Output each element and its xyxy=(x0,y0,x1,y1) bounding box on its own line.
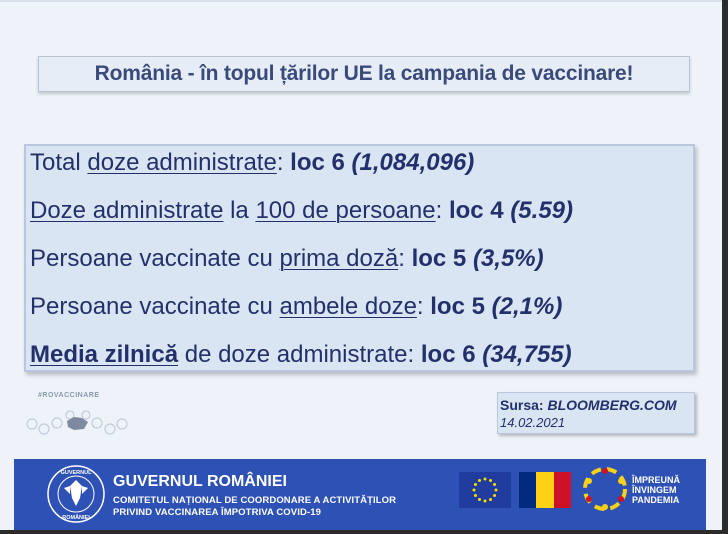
emblem-bottom-text: ROMÂNIEI xyxy=(62,515,90,521)
source-label: Sursa: xyxy=(500,397,548,413)
stat-underlined-text: 100 de persoane xyxy=(255,197,436,224)
stat-text: : xyxy=(276,149,291,176)
source-name: BLOOMBERG.COM xyxy=(547,397,677,413)
stat-underlined-text: Doze administrate xyxy=(30,197,224,224)
stat-text: : xyxy=(435,197,449,224)
stat-underlined-text: prima doză xyxy=(279,245,399,272)
eu-star-icon xyxy=(489,479,492,482)
stat-underlined-text: ambele doze xyxy=(279,293,417,320)
stat-text: Total xyxy=(30,149,88,176)
stat-text: : xyxy=(416,293,431,320)
gov-title: GUVERNUL ROMÂNIEI xyxy=(113,473,287,490)
stat-rank: loc 4 xyxy=(448,197,504,224)
stat-both-doses xyxy=(30,290,693,338)
stat-text: de doze administrate: xyxy=(178,341,421,368)
stats-panel xyxy=(24,144,695,372)
stat-text: Persoane vaccinate cu xyxy=(30,245,280,272)
stat-text: : xyxy=(398,245,412,272)
stat-value: (2,1%) xyxy=(491,293,563,320)
source-panel xyxy=(497,392,695,434)
stat-value: (3,5%) xyxy=(472,245,544,272)
stat-text: la xyxy=(223,197,256,224)
stat-underlined-text: doze administrate xyxy=(87,149,277,176)
stat-rank: loc 5 xyxy=(430,293,485,320)
eu-star-icon xyxy=(493,483,496,486)
stat-rank: loc 6 xyxy=(290,149,345,176)
together-text xyxy=(632,475,680,505)
eu-star-icon xyxy=(473,489,476,492)
stat-rank: loc 6 xyxy=(420,341,476,368)
eu-star-icon xyxy=(493,494,496,497)
eu-star-icon xyxy=(484,478,487,481)
together-line: PANDEMIA xyxy=(632,495,680,505)
eu-star-icon xyxy=(474,483,477,486)
eu-star-icon xyxy=(474,494,477,497)
page-title-text: România - în topul țărilor UE la campania de vaccinare! xyxy=(94,62,634,85)
stat-text: Persoane vaccinate cu xyxy=(30,293,280,320)
eu-star-icon xyxy=(489,498,492,501)
together-line: ÎNVINGEM xyxy=(632,485,677,495)
eu-flag-icon xyxy=(459,472,511,508)
together-line: ÎMPREUNĂ xyxy=(632,475,681,485)
romania-flag-icon xyxy=(519,472,571,508)
stat-value: (5.59) xyxy=(510,197,574,224)
footer-banner xyxy=(14,459,706,530)
stat-daily-average xyxy=(30,338,693,386)
hashtag-label: #ROVACCINARE xyxy=(38,392,100,399)
top-border xyxy=(0,0,728,2)
eu-star-icon xyxy=(478,479,481,482)
stat-value: (1,084,096) xyxy=(351,149,475,176)
stat-rank: loc 5 xyxy=(411,245,467,272)
source-date: 14.02.2021 xyxy=(500,415,566,430)
together-logo-icon xyxy=(581,465,629,513)
eu-star-icon xyxy=(495,489,498,492)
gov-subtitle-2: PRIVIND VACCINAREA ÎMPOTRIVA COVID-19 xyxy=(113,507,321,518)
stat-first-dose xyxy=(30,242,693,290)
source-line xyxy=(500,396,694,414)
stat-doses-per-100 xyxy=(30,194,693,242)
eu-star-icon xyxy=(478,498,481,501)
page-title xyxy=(38,56,690,92)
bottom-border xyxy=(0,530,728,534)
right-border xyxy=(722,0,728,534)
eu-star-icon xyxy=(484,500,487,503)
gov-emblem-icon xyxy=(46,464,106,524)
emblem-top-text: GUVERNUL xyxy=(60,470,92,476)
stat-value: (34,755) xyxy=(482,341,572,368)
gov-subtitle-1: COMITETUL NAȚIONAL DE COORDONARE A ACTIVITĂȚILOR xyxy=(113,495,397,506)
stat-total-doses xyxy=(30,146,693,194)
stat-underlined-text: Media zilnică xyxy=(30,341,179,368)
